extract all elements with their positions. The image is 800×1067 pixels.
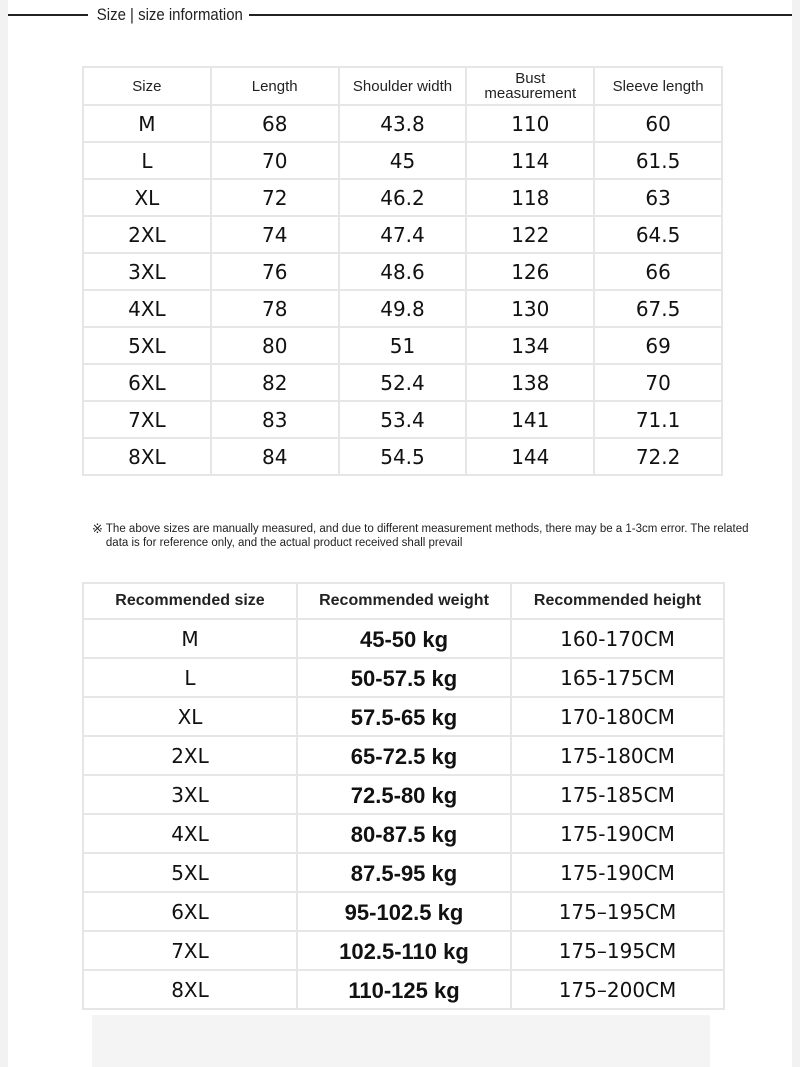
column-header: Size [83,67,211,105]
table-row [83,970,724,1009]
table-cell: 114 [466,142,594,179]
column-header: Recommended size [83,583,297,619]
table-cell: XL [83,697,297,736]
table-row [83,892,724,931]
table-cell: 4XL [83,814,297,853]
table-cell: 170-180CM [511,697,724,736]
table-cell: 43.8 [339,105,467,142]
table-row [83,658,724,697]
recommendation-table [82,582,725,1010]
table-cell: 84 [211,438,339,475]
table-row [83,775,724,814]
table-cell: 60 [594,105,722,142]
table-row [83,438,722,475]
table-cell: 110-125 kg [297,970,511,1009]
table-cell: 50-57.5 kg [297,658,511,697]
table-cell: 67.5 [594,290,722,327]
table-cell: 52.4 [339,364,467,401]
table-row [83,931,724,970]
table-cell: 8XL [83,438,211,475]
table-cell: 47.4 [339,216,467,253]
table-cell: 175-180CM [511,736,724,775]
table-cell: 134 [466,327,594,364]
table-cell: 7XL [83,401,211,438]
table-row [83,619,724,658]
size-table [82,66,723,476]
table-cell: 69 [594,327,722,364]
table-cell: 51 [339,327,467,364]
table-cell: 61.5 [594,142,722,179]
table-row [83,364,722,401]
table-cell: 5XL [83,327,211,364]
table-row [83,105,722,142]
table-cell: 122 [466,216,594,253]
table-cell: 70 [211,142,339,179]
table-cell: 95-102.5 kg [297,892,511,931]
table-cell: 175-185CM [511,775,724,814]
table-cell: 72.2 [594,438,722,475]
table-row [83,142,722,179]
table-cell: M [83,105,211,142]
table-cell: 175–195CM [511,892,724,931]
table-cell: 6XL [83,892,297,931]
table-cell: 144 [466,438,594,475]
table-cell: M [83,619,297,658]
table-cell: 78 [211,290,339,327]
table-cell: 74 [211,216,339,253]
bottom-placeholder [92,1015,710,1067]
table-cell: 2XL [83,736,297,775]
section-header [8,4,792,26]
table-row [83,853,724,892]
header-line-right [249,14,792,16]
table-cell: 80 [211,327,339,364]
table-cell: 126 [466,253,594,290]
table-cell: 80-87.5 kg [297,814,511,853]
table-cell: 72 [211,179,339,216]
table-cell: 49.8 [339,290,467,327]
table-cell: 3XL [83,775,297,814]
page-edge-left [0,0,8,1067]
section-title: Size | size information [96,5,243,24]
table-row [83,814,724,853]
table-cell: 2XL [83,216,211,253]
table-cell: 175–195CM [511,931,724,970]
note-icon: ※ [92,521,103,536]
table-cell: 54.5 [339,438,467,475]
table-cell: 53.4 [339,401,467,438]
column-header: Recommended height [511,583,724,619]
table-cell: 175-190CM [511,853,724,892]
table-cell: 6XL [83,364,211,401]
table-cell: 65-72.5 kg [297,736,511,775]
table-cell: 165-175CM [511,658,724,697]
measurement-note [92,522,762,550]
column-header: Shoulder width [339,67,467,105]
table-cell: 46.2 [339,179,467,216]
table-cell: 3XL [83,253,211,290]
table-cell: 175-190CM [511,814,724,853]
table-row [83,290,722,327]
table-cell: 70 [594,364,722,401]
table-cell: XL [83,179,211,216]
table-row [83,697,724,736]
table-cell: 48.6 [339,253,467,290]
table-cell: 160-170CM [511,619,724,658]
table-cell: L [83,142,211,179]
column-header: Recommended weight [297,583,511,619]
column-header: Bust measurement [466,67,594,105]
table-cell: 63 [594,179,722,216]
table-cell: 71.1 [594,401,722,438]
table-cell: 45 [339,142,467,179]
table-cell: 82 [211,364,339,401]
table-cell: 118 [466,179,594,216]
column-header: Sleeve length [594,67,722,105]
table-row [83,327,722,364]
table-cell: 64.5 [594,216,722,253]
table-cell: 5XL [83,853,297,892]
header-line-left [8,14,88,16]
table-cell: 72.5-80 kg [297,775,511,814]
table-cell: 4XL [83,290,211,327]
table-cell: 57.5-65 kg [297,697,511,736]
table-row [83,736,724,775]
table-cell: 76 [211,253,339,290]
table-row [83,253,722,290]
table-cell: L [83,658,297,697]
table-row [83,401,722,438]
column-header: Length [211,67,339,105]
note-text: The above sizes are manually measured, and due to different measurement methods, there may be a 1-3cm error. The related data is for reference only, and the actual product received shall prevail [105,523,749,549]
table-cell: 110 [466,105,594,142]
table-cell: 8XL [83,970,297,1009]
table-cell: 175–200CM [511,970,724,1009]
table-cell: 138 [466,364,594,401]
page-edge-right [792,0,800,1067]
table-cell: 68 [211,105,339,142]
table-cell: 130 [466,290,594,327]
table-cell: 7XL [83,931,297,970]
table-cell: 45-50 kg [297,619,511,658]
table-cell: 66 [594,253,722,290]
table-cell: 102.5-110 kg [297,931,511,970]
table-row [83,179,722,216]
table-cell: 87.5-95 kg [297,853,511,892]
table-row [83,216,722,253]
table-cell: 83 [211,401,339,438]
table-cell: 141 [466,401,594,438]
